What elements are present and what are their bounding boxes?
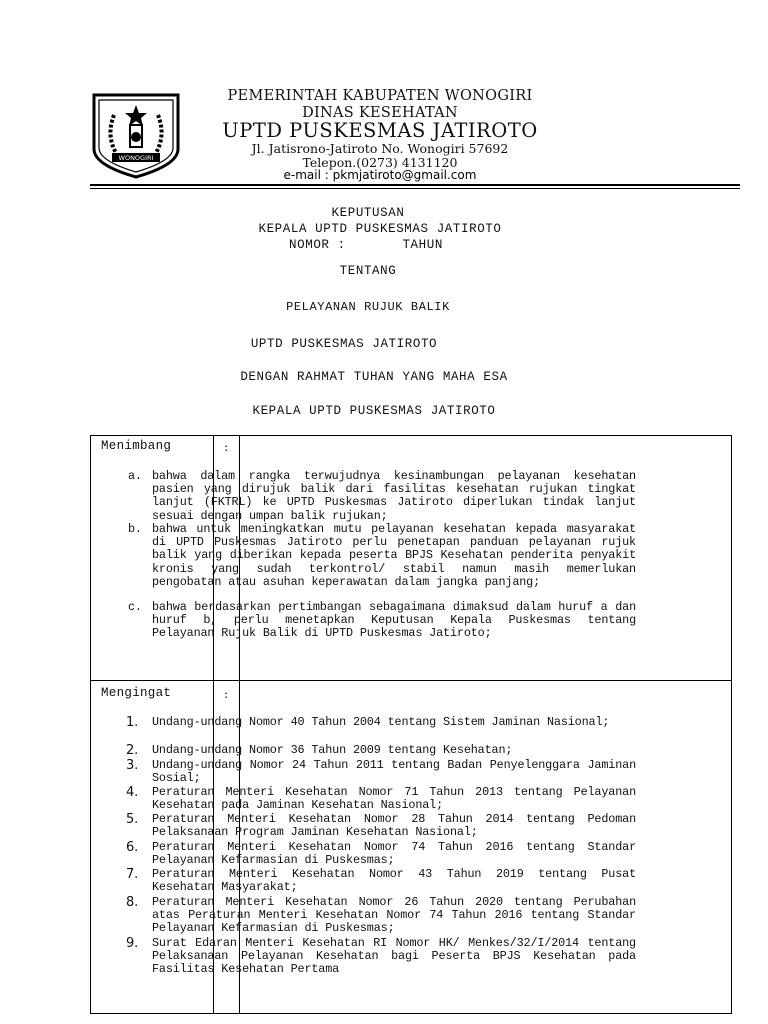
list-marker: 6.	[126, 840, 139, 855]
mengingat-item-6	[126, 840, 636, 868]
list-marker: b.	[128, 522, 142, 536]
kop-government: PEMERINTAH KABUPATEN WONOGIRI	[227, 88, 533, 104]
mengingat-item-7	[126, 867, 636, 895]
list-item-text: bahwa dalam rangka terwujudnya kesinambungan pelayanan kesehatan pasien yang dirujuk balik dari fasilitas kesehatan rujukan tingkat lanjut (FKTRL) ke UPTD Puskesmas Jatiroto diperlukan tindak lanjut sesuai dengan umpan balik rujukan;	[152, 469, 636, 523]
list-marker: 2.	[126, 743, 139, 758]
list-item-text: Peraturan Menteri Kesehatan Nomor 43 Tahun 2019 tentang Pusat Kesehatan Masyarakat;	[152, 867, 636, 895]
list-marker: 3.	[126, 758, 139, 773]
kop-institution: UPTD PUSKESMAS JATIROTO	[222, 119, 538, 142]
list-item-text: bahwa berdasarkan pertimbangan sebagaimana dimaksud dalam huruf a dan huruf b, perlu menetapkan Keputusan Kepala Puskesmas tentang Pelayanan Rujuk Balik di UPTD Puskesmas Jatiroto;	[152, 600, 636, 641]
list-marker: a.	[128, 469, 142, 483]
svg-text:WONOGIRI: WONOGIRI	[118, 154, 154, 162]
mengingat-item-2	[126, 743, 636, 758]
decree-invocation: DENGAN RAHMAT TUHAN YANG MAHA ESA	[240, 370, 508, 384]
kop-address: Jl. Jatisrono-Jatiroto No. Wonogiri 57692	[251, 141, 509, 156]
list-item-text: Peraturan Menteri Kesehatan Nomor 71 Tahun 2013 tentang Pelayanan Kesehatan pada Jaminan Kesehatan Nasional;	[152, 785, 636, 813]
list-marker: c.	[128, 600, 142, 614]
mengingat-item-8	[126, 895, 636, 936]
list-marker: 1.	[126, 715, 139, 730]
decree-issuer: KEPALA UPTD PUSKESMAS JATIROTO	[258, 222, 502, 236]
mengingat-colon: :	[224, 686, 229, 701]
list-item-text: Peraturan Menteri Kesehatan Nomor 28 Tahun 2014 tentang Pedoman Pelaksanaan Program Jaminan Kesehatan Nasional;	[152, 812, 636, 840]
list-marker: 7.	[126, 867, 139, 882]
list-item-text: Surat Edaran Menteri Kesehatan RI Nomor HK/ Menkes/32/I/2014 tentang Pelaksanaan Pelayanan Kesehatan bagi Peserta BPJS Kesehatan pada Fasilitas Kesehatan Pertama	[152, 936, 636, 977]
list-marker: 5.	[126, 812, 139, 827]
decree-issuer-repeat: KEPALA UPTD PUSKESMAS JATIROTO	[252, 404, 496, 418]
wonogiri-logo	[90, 91, 182, 181]
mengingat-item-3	[126, 758, 636, 786]
menimbang-item-b	[128, 522, 636, 589]
menimbang-item-a	[128, 469, 636, 523]
mengingat-item-1	[126, 715, 636, 730]
list-item-text: Undang-undang Nomor 40 Tahun 2004 tentang Sistem Jaminan Nasional;	[152, 715, 610, 729]
decree-about-label: TENTANG	[339, 264, 397, 278]
list-item-text: Undang-undang Nomor 24 Tahun 2011 tentang Badan Penyelenggara Jaminan Sosial;	[152, 758, 636, 786]
mengingat-item-4	[126, 785, 636, 813]
table-row-divider	[91, 680, 731, 681]
menimbang-item-c	[128, 600, 636, 641]
list-item-text: Undang-undang Nomor 36 Tahun 2009 tentang Kesehatan;	[152, 743, 513, 757]
kop-phone: Telepon.(0273) 4131120	[302, 155, 458, 170]
decree-number: NOMOR : TAHUN	[289, 238, 443, 252]
decree-organization: UPTD PUSKESMAS JATIROTO	[250, 337, 438, 351]
decree-subject: PELAYANAN RUJUK BALIK	[286, 300, 450, 314]
letterhead-rule-thin	[90, 188, 740, 189]
list-marker: 8.	[126, 895, 139, 910]
mengingat-item-5	[126, 812, 636, 840]
mengingat-item-9	[126, 936, 636, 977]
letterhead-rule-thick	[90, 184, 740, 186]
list-item-text: Peraturan Menteri Kesehatan Nomor 26 Tahun 2020 tentang Perubahan atas Peraturan Menteri Kesehatan Nomor 74 Tahun 2016 tentang Standar Pelayanan Kefarmasian di Puskesmas;	[152, 895, 636, 936]
menimbang-label: Menimbang	[101, 439, 172, 453]
kop-department: DINAS KESEHATAN	[302, 105, 458, 121]
list-item-text: bahwa untuk meningkatkan mutu pelayanan kesehatan kepada masyarakat di UPTD Puskesmas Jatiroto perlu penetapan panduan pelayanan rujuk balik yang diberikan kepada peserta BPJS Kesehatan penderita penyakit kronis yang sudah terkontrol/ stabil namun masih memerlukan pengobatan atau asuhan keperawatan dalam jangka panjang;	[152, 522, 636, 589]
list-marker: 4.	[126, 785, 139, 800]
decree-title: KEPUTUSAN	[331, 206, 405, 220]
menimbang-colon: :	[224, 439, 229, 454]
kop-email[interactable]: e-mail : pkmjatiroto@gmail.com	[283, 168, 477, 182]
mengingat-label: Mengingat	[101, 686, 172, 700]
list-item-text: Peraturan Menteri Kesehatan Nomor 74 Tahun 2016 tentang Standar Pelayanan Kefarmasian di Puskesmas;	[152, 840, 636, 868]
list-marker: 9.	[126, 936, 139, 951]
